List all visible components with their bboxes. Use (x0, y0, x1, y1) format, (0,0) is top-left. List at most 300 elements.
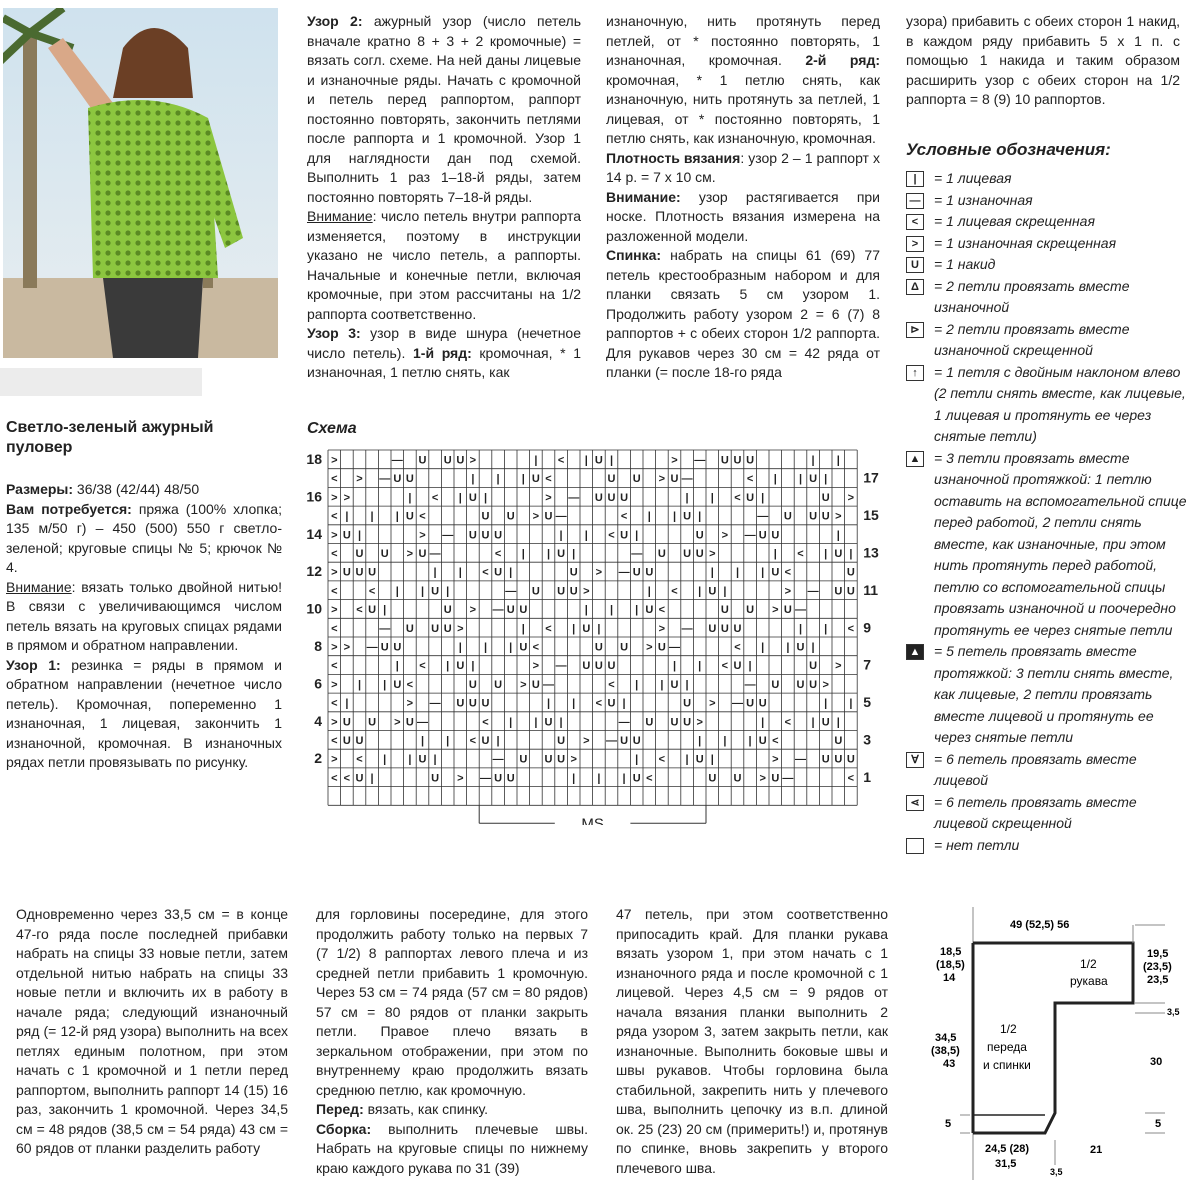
chart-cell-symbol: U (368, 716, 377, 729)
chart-cell-symbol: U (557, 734, 566, 747)
chart-cell-symbol: U (355, 734, 364, 747)
chart-cell-symbol: U (733, 622, 742, 635)
chart-cell-symbol: < (646, 772, 653, 785)
legend-symbol-icon: ↑ (906, 365, 924, 381)
chart-cell-symbol: U (494, 566, 503, 579)
bottom-text-2: для горловины посередине, для этого продолжить работу только на первых 7 (7 1/2) 8 раппортах левого плеча и из средней петли прибавить 1 кромочную. Через 53 см = 74 ряда (57 см = 80 рядов) 57 см = 80 рядов от планки закрыть петли. Правое плечо вязать в зеркальном отображении, при этом по внутреннему краю продолжить вязать среднюю петлю, как кромочную. (316, 906, 588, 1098)
chart-cell-symbol: < (784, 716, 792, 729)
chart-row-label-left: 16 (306, 488, 322, 505)
chart-cell-symbol: | (521, 547, 525, 560)
legend-item (906, 211, 1188, 233)
chart-cell-symbol: U (594, 641, 603, 654)
bottom-right: 21 (1090, 1144, 1103, 1156)
chart-cell-symbol: U (607, 473, 616, 486)
chart-cell-symbol: U (846, 585, 855, 598)
chart-cell-symbol: | (534, 454, 538, 467)
chart-cell-symbol: — (555, 510, 567, 523)
chart-cell-symbol: U (746, 697, 755, 710)
chart-cell-symbol: U (632, 772, 641, 785)
chart-cell-symbol: > (343, 491, 351, 504)
legend-text: = 2 петли провязать вместе изнаночной скрещенной (934, 320, 1130, 358)
chart-cell-symbol: > (406, 697, 414, 710)
sleeve-label-2: рукава (1070, 974, 1108, 988)
chart-cell-symbol: < (331, 734, 338, 747)
chart-cell-symbol: < (797, 547, 804, 560)
chart-cell-symbol: — (606, 734, 617, 747)
bottom-width-1: 24,5 (28) (985, 1143, 1030, 1155)
chart-cell-symbol: > (784, 585, 792, 598)
front-text: вязать, как спинку. (363, 1101, 489, 1117)
chart-cell-symbol: | (370, 510, 374, 523)
chart-cell-symbol: U (809, 678, 818, 691)
pattern-title: Светло-зеленый ажурный пуловер (6, 419, 214, 456)
chart-cell-symbol: < (734, 491, 741, 504)
chart-row-label-right: 9 (863, 619, 871, 636)
chart-cell-symbol: — (669, 641, 680, 654)
chart-cell-symbol: > (457, 622, 464, 635)
chart-cell-symbol: — (492, 753, 504, 766)
chart-cell-symbol: > (822, 678, 829, 691)
chart-cell-symbol: < (368, 585, 376, 598)
chart-cell-symbol: — (492, 604, 504, 617)
left-mid-3: 43 (943, 1058, 956, 1070)
chart-cell-symbol: | (773, 547, 777, 560)
chart-row-label-right: 11 (863, 581, 879, 598)
chart-cell-symbol: | (798, 473, 803, 486)
chart-cell-symbol: > (709, 697, 716, 710)
sleeve-label-1: 1/2 (1080, 957, 1097, 971)
row2-text: кромочная, * 1 петлю снять, как изнаночную, нить протянуть за петлей, 1 лицевая, от * постоянно повторять, 1 петлю снять, как изнаночную, кромочная. (606, 71, 880, 146)
left-mid-1: 34,5 (935, 1032, 957, 1044)
chart-cell-symbol: | (635, 753, 639, 766)
chart-cell-symbol: | (509, 566, 513, 579)
legend-text: = 2 петли провязать вместе изнаночной (934, 277, 1130, 315)
chart-cell-symbol: > (469, 604, 477, 617)
chart-cell-symbol: — (379, 622, 391, 635)
chart-cell-symbol: U (443, 454, 452, 467)
chart-cell-symbol: > (835, 510, 842, 523)
chart-cell-symbol: U (821, 510, 830, 523)
chart-cell-symbol: < (494, 547, 502, 560)
chart-cell-symbol: | (748, 734, 752, 747)
chart-cell-symbol: | (471, 473, 475, 486)
legend-item (906, 168, 1188, 190)
chart-cell-symbol: U (846, 566, 855, 579)
attention2-label: Внимание (307, 208, 373, 224)
chart-cell-symbol: U (796, 678, 805, 691)
chart-cell-symbol: U (355, 547, 364, 560)
col4-text: узора) прибавить с обеих сторон 1 накид, в каждом ряду прибавить 5 х 1 п. с помощью 1 накида и таким образом расширить узор с обеих сторон на 1/2 раппорта = 8 (9) 10 раппортов. (906, 13, 1180, 107)
chart-row-label-left: 10 (306, 600, 322, 617)
chart-cell-symbol: | (635, 678, 639, 691)
chart-cell-symbol: U (620, 491, 629, 504)
sizes-text: 36/38 (42/44) 48/50 (73, 481, 200, 497)
legend-symbol-icon: — (906, 193, 924, 209)
chart-cell-symbol: U (531, 473, 540, 486)
legend-item (906, 319, 1188, 362)
chart-cell-symbol: | (849, 697, 853, 710)
chart-cell-symbol: < (419, 510, 426, 523)
chart-row-label-right: 3 (863, 731, 871, 748)
chart-cell-symbol: | (496, 734, 500, 747)
chart-cell-symbol: U (620, 529, 629, 542)
chart-cell-symbol: > (759, 772, 766, 785)
chart-row-label-left: 14 (306, 525, 322, 542)
chart-cell-symbol: | (433, 753, 437, 766)
chart-cell-symbol: | (824, 547, 828, 560)
chart-cell-symbol: | (496, 473, 500, 486)
chart-cell-symbol: U (733, 454, 742, 467)
chart-cell-symbol: | (395, 585, 399, 598)
chart-cell-symbol: > (532, 510, 540, 523)
chart-cell-symbol: > (457, 772, 464, 785)
bottom-column-2 (316, 905, 588, 1178)
chart-cell-symbol: — (391, 454, 403, 467)
chart-cell-symbol: > (331, 529, 338, 542)
chart-cell-symbol: U (544, 753, 553, 766)
chart-cell-symbol: U (481, 697, 490, 710)
chart-cell-symbol: | (395, 660, 399, 673)
chart-cell-symbol: < (532, 641, 540, 654)
chart-cell-symbol: | (773, 473, 777, 486)
chart-cell-symbol: | (572, 772, 576, 785)
legend-item (906, 233, 1188, 255)
chart-cell-symbol: — (555, 660, 567, 673)
chart-cell-symbol: U (594, 660, 603, 673)
chart-cell-symbol: U (695, 529, 704, 542)
chart-row-label-right: 7 (863, 656, 871, 673)
chart-cell-symbol: U (632, 566, 641, 579)
legend-symbol-icon: < (906, 214, 924, 230)
chart-cell-symbol: > (520, 678, 527, 691)
chart-cell-symbol: | (761, 566, 765, 579)
chart-cell-symbol: < (331, 660, 338, 673)
model-photo (3, 8, 278, 358)
chart-cell-symbol: | (357, 529, 362, 542)
chart-row-label-right: 15 (863, 507, 879, 524)
chart-cell-symbol: > (658, 622, 666, 635)
bottom-small: 3,5 (1050, 1167, 1063, 1177)
chart-cell-symbol: > (595, 566, 603, 579)
chart-cell-symbol: > (671, 454, 678, 467)
body-label-2: переда (987, 1040, 1027, 1054)
chart-cell-symbol: U (796, 641, 805, 654)
chart-cell-symbol: U (758, 697, 767, 710)
legend-item (906, 641, 1188, 749)
chart-cell-symbol: U (834, 734, 843, 747)
chart-cell-symbol: U (657, 641, 666, 654)
right-mid: 30 (1150, 1056, 1163, 1068)
attention-label: Внимание (6, 578, 72, 595)
chart-cell-symbol: | (824, 622, 828, 635)
chart-cell-symbol: | (420, 734, 425, 747)
chart-cell-symbol: | (572, 697, 576, 710)
chart-cell-symbol: < (356, 753, 363, 766)
chart-cell-symbol: U (683, 697, 692, 710)
pattern2-label: Узор 2: (307, 13, 363, 29)
chart-cell-symbol: U (519, 604, 528, 617)
legend-text: = 1 изнаночная (934, 191, 1033, 208)
chart-cell-symbol: < (331, 547, 338, 560)
chart-cell-symbol: > (696, 716, 703, 729)
chart-cell-symbol: U (342, 734, 351, 747)
chart-cell-symbol: U (368, 604, 377, 617)
chart-cell-symbol: | (483, 491, 488, 504)
chart-cell-symbol: U (645, 604, 654, 617)
chart-cell-symbol: U (783, 510, 792, 523)
chart-cell-symbol: < (746, 473, 754, 486)
chart-cell-symbol: | (509, 716, 513, 729)
chart-cell-symbol: U (821, 491, 830, 504)
chart-cell-symbol: < (419, 660, 426, 673)
chart-cell-symbol: U (431, 622, 440, 635)
chart-cell-symbol: — (681, 473, 693, 486)
legend-title: Условные обозначения: (906, 140, 1111, 159)
chart-cell-symbol: | (635, 604, 639, 617)
row1-label: 1-й ряд: (413, 344, 472, 361)
right-small: 3,5 (1167, 1007, 1180, 1017)
chart-cell-symbol: | (458, 491, 462, 504)
chart-cell-symbol: | (647, 585, 651, 598)
chart-cell-symbol: | (383, 604, 387, 617)
chart-cell-symbol: | (383, 753, 387, 766)
materials-label: Вам потребуется: (6, 500, 132, 517)
right-bottom: 5 (1155, 1118, 1162, 1130)
chart-cell-symbol: | (446, 660, 450, 673)
chart-cell-symbol: < (847, 772, 855, 785)
chart-row-label-left: 2 (314, 750, 322, 767)
chart-cell-symbol: | (735, 566, 740, 579)
chart-cell-symbol: < (331, 697, 338, 710)
left-bottom: 5 (945, 1118, 952, 1130)
chart-cell-symbol: U (557, 585, 566, 598)
chart-cell-symbol: | (723, 734, 727, 747)
chart-cell-symbol: U (758, 734, 767, 747)
chart-cell-symbol: — (795, 604, 806, 617)
chart-cell-symbol: — (568, 491, 580, 504)
chart-cell-symbol: < (608, 529, 615, 542)
chart-cell-symbol: U (670, 716, 679, 729)
chart-cell-symbol: | (521, 473, 525, 486)
chart-cell-symbol: | (622, 772, 626, 785)
chart-cell-symbol: | (685, 678, 689, 691)
left-top-1: 18,5 (940, 946, 962, 958)
chart-cell-symbol: | (635, 529, 639, 542)
note-label: Внимание: (606, 188, 681, 205)
legend-symbol-icon: ▲ (906, 451, 924, 467)
chart-cell-symbol: U (720, 604, 729, 617)
left-top-2: (18,5) (936, 959, 965, 971)
legend-text: = 1 лицевая скрещенная (934, 213, 1095, 229)
chart-cell-symbol: U (506, 604, 515, 617)
chart-cell-symbol: | (622, 697, 626, 710)
chart-cell-symbol: | (458, 641, 462, 654)
chart-cell-symbol: U (809, 473, 818, 486)
chart-cell-symbol: U (733, 772, 742, 785)
chart-cell-symbol: > (331, 491, 338, 504)
chart-cell-symbol: | (446, 734, 450, 747)
chart-cell-symbol: U (594, 491, 603, 504)
chart-cell-symbol: > (583, 585, 590, 598)
chart-cell-symbol: U (481, 734, 490, 747)
chart-cell-symbol: | (836, 716, 840, 729)
chart-cell-symbol: > (658, 473, 666, 486)
chart-cell-symbol: U (746, 491, 755, 504)
chart-cell-symbol: U (393, 473, 402, 486)
chart-cell-symbol: U (695, 547, 704, 560)
chart-cell-symbol: U (569, 585, 578, 598)
chart-cell-symbol: U (456, 454, 465, 467)
legend-symbol-icon: ∀ (906, 752, 924, 768)
chart-cell-symbol: U (683, 716, 692, 729)
knitting-chart (304, 440, 884, 831)
legend-item (906, 190, 1188, 212)
chart-cell-symbol: U (720, 622, 729, 635)
chart-cell-symbol: U (557, 753, 566, 766)
chart-cell-symbol: U (620, 734, 629, 747)
chart-cell-symbol: < (847, 622, 855, 635)
chart-cell-symbol: — (757, 510, 769, 523)
chart-cell-symbol: — (618, 566, 630, 579)
chart-cell-symbol: — (505, 585, 517, 598)
chart-cell-symbol: | (572, 547, 576, 560)
right-top-3: 23,5 (1147, 974, 1169, 986)
legend-list (906, 168, 1188, 856)
chart-cell-symbol: < (469, 734, 477, 747)
legend-symbol-icon: | (906, 171, 924, 187)
chart-cell-symbol: | (584, 604, 588, 617)
chart-cell-symbol: U (771, 678, 780, 691)
legend-text: = 1 изнаночная скрещенная (934, 234, 1117, 251)
chart-cell-symbol: | (509, 641, 513, 654)
chart-cell-symbol: U (582, 622, 591, 635)
chart-cell-symbol: | (559, 529, 563, 542)
chart-cell-symbol: — (429, 697, 441, 710)
chart-row-label-left: 12 (306, 563, 322, 580)
chart-cell-symbol: < (482, 716, 489, 729)
chart-cell-symbol: U (809, 510, 818, 523)
back-label: Спинка: (606, 247, 662, 263)
chart-cell-symbol: > (331, 678, 338, 691)
chart-cell-symbol: | (798, 622, 803, 635)
chart-cell-symbol: | (824, 697, 828, 710)
row2-label: 2-й ряд: (805, 52, 880, 68)
chart-cell-symbol: < (658, 753, 666, 766)
chart-cell-symbol: U (809, 660, 818, 673)
chart-cell-symbol: U (733, 660, 742, 673)
legend-symbol-icon: ▲ (906, 644, 924, 660)
chart-cell-symbol: | (761, 641, 765, 654)
chart-cell-symbol: U (431, 772, 440, 785)
chart-cell-symbol: | (786, 641, 790, 654)
chart-cell-symbol: | (370, 772, 374, 785)
note-text: узор растягивается при носке. Плотность вязания измерена на разложенной модели. (606, 188, 880, 244)
pattern3-text: узор в виде шнура (нечетное число петель). (307, 325, 581, 361)
bottom-column-1 (16, 905, 288, 1159)
chart-cell-symbol: U (494, 529, 503, 542)
chart-cell-symbol: U (544, 716, 553, 729)
chart-cell-symbol: < (431, 491, 439, 504)
chart-cell-symbol: U (393, 641, 402, 654)
chart-cell-symbol: | (597, 772, 601, 785)
chart-cell-symbol: | (408, 753, 412, 766)
chart-cell-symbol: | (710, 566, 714, 579)
chart-cell-symbol: > (343, 641, 351, 654)
chart-cell-symbol: U (405, 716, 414, 729)
column-2 (307, 12, 581, 383)
back-text: набрать на спицы 61 (69) 77 петель крестообразным набором и для планки связать 5 см узором 1. Продолжить работу узором 2 = 6 (7) 8 раппортов + с обеих сторон 1/2 раппорта. Для рукавов через 30 см = 42 ряда от планки (= после 18-го ряда (606, 247, 880, 380)
column-4 (906, 12, 1180, 110)
chart-cell-symbol: | (584, 529, 588, 542)
chart-cell-symbol: U (720, 454, 729, 467)
chart-cell-symbol: U (695, 753, 704, 766)
chart-cell-symbol: U (544, 510, 553, 523)
chart-row-label-left: 8 (314, 638, 322, 655)
pattern1-label: Узор 1: (6, 656, 61, 673)
chart-row-label-right: 1 (863, 768, 871, 785)
chart-cell-symbol: U (607, 697, 616, 710)
attention2-text: : число петель внутри раппорта изменяется, поэтому в инструкции указано не число петель, а раппорты. Начальные и конечные петли, включая кромочные, при этом рассчитаны на 1/2 раппорта соответственно. (307, 208, 581, 322)
chart-cell-symbol: < (658, 604, 666, 617)
chart-cell-symbol: U (342, 566, 351, 579)
chart-cell-symbol: U (531, 585, 540, 598)
chart-cell-symbol: | (433, 566, 437, 579)
chart-cell-symbol: > (772, 604, 779, 617)
chart-cell-symbol: U (456, 697, 465, 710)
pattern2-text: ажурный узор (число петель вначале кратно 8 + 3 + 2 кромочные) = вязать согл. схеме. На ней даны лицевые и изнаночные ряды. Начать с кромочной и петель перед раппортом, раппорт постоянно повторять, закончить петлями после раппорта и 1 кромочной. Узор 1 для наглядности дан под схемой. Выполнить 1 раз 1–18-й ряды, затем постоянно повторять 7–18-й ряды. (307, 13, 581, 205)
chart-cell-symbol: U (670, 473, 679, 486)
chart-cell-symbol: | (458, 566, 462, 579)
front-label: Перед: (316, 1101, 364, 1117)
chart-cell-symbol: | (559, 716, 563, 729)
chart-cell-symbol: — (631, 547, 643, 560)
legend-symbol-icon: ⊳ (906, 322, 924, 338)
sizes-label: Размеры: (6, 481, 74, 497)
chart-cell-symbol: | (584, 454, 588, 467)
legend-item (906, 749, 1188, 792)
chart-cell-symbol: U (519, 641, 528, 654)
chart-cell-symbol: > (331, 716, 338, 729)
chart-cell-symbol: U (481, 529, 490, 542)
chart-cell-symbol: — (732, 697, 743, 710)
left-mid-2: (38,5) (931, 1045, 960, 1057)
chart-cell-symbol: U (834, 547, 843, 560)
chart-cell-symbol: — (807, 585, 819, 598)
chart-cell-symbol: — (744, 529, 756, 542)
chart-cell-symbol: > (331, 566, 338, 579)
photo-caption-strip (0, 368, 202, 396)
chart-cell-symbol: U (418, 547, 427, 560)
chart-cell-symbol: < (620, 510, 628, 523)
chart-cell-symbol: U (393, 678, 402, 691)
chart-cell-symbol: | (685, 491, 689, 504)
chart-row-label-right: 13 (863, 544, 879, 561)
chart-cell-symbol: < (343, 772, 351, 785)
chart-cell-symbol: U (632, 734, 641, 747)
legend-text: = 1 лицевая (934, 170, 1012, 186)
legend-text: = нет петли (934, 836, 1020, 853)
chart-cell-symbol: — (795, 753, 806, 766)
chart-cell-symbol: < (608, 678, 615, 691)
chart-cell-symbol: < (406, 678, 414, 691)
chart-cell-symbol: U (670, 678, 679, 691)
chart-row-label-right: 5 (863, 694, 871, 711)
chart-cell-symbol: < (784, 566, 792, 579)
chart-cell-symbol: | (836, 454, 840, 467)
bottom-column-3 (616, 905, 888, 1178)
legend-text: = 3 петли провязать вместе изнаночной протяжкой: 1 петлю оставить на вспомогательной спице перед работой, 2 петли снять вместе, как изнаночные, при этом нить протянуть перед работой, петлю со вспомогательной спицы провязать изнаночной и поочередно протянуть ее через снятые петли (934, 449, 1187, 638)
chart-cell-symbol: U (355, 566, 364, 579)
